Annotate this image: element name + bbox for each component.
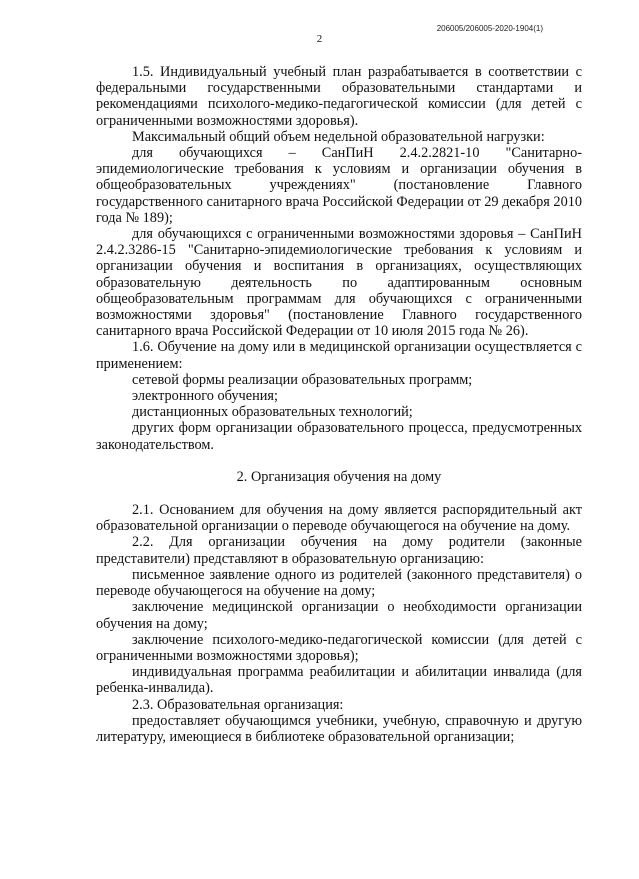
- list-item: сетевой формы реализации образовательных программ;: [132, 371, 473, 388]
- paragraph: 2.1. Основанием для обучения на дому является распорядительный акт образовательной организации о переводе обучающегося на обучение на дому.: [96, 502, 582, 535]
- list-item: дистанционных образовательных технологий;: [132, 404, 413, 421]
- paragraph: для обучающихся – СанПиН 2.4.2.2821-10 "Санитарно-эпидемиологические требования к условиям и организации обучения в общеобразовательных учреждениях" (постановление Главного государственного санитарного врача Российской Федерации от 29 декабря 2010 года № 189);: [96, 145, 583, 226]
- list-item: заключение медицинской организации о необходимости организации обучения на дому;: [96, 599, 582, 632]
- list-item: заключение психолого-медико-педагогической комиссии (для детей с ограниченными возможностями здоровья);: [96, 631, 582, 664]
- list-item: предоставляет обучающимся учебники, учебную, справочную и другую литературу, имеющиеся в библиотеке образовательной организации;: [96, 712, 582, 745]
- section-heading: 2. Организация обучения на дому: [236, 468, 442, 485]
- paragraph: Максимальный общий объем недельной образовательной нагрузки:: [132, 128, 545, 145]
- list-item: индивидуальная программа реабилитации и абилитации инвалида (для ребенка-инвалида).: [96, 664, 582, 697]
- paragraph: 2.3. Образовательная организация:: [132, 696, 344, 713]
- list-item: других форм организации образовательного процесса, предусмотренных законодательством.: [96, 420, 582, 453]
- paragraph: для обучающихся с ограниченными возможностями здоровья – СанПиН 2.4.2.3286-15 "Санитарно-эпидемиологические требования к условиям и организации обучения и воспитания в организациях, осуществляющих образовательную деятельность по адаптированным основным общеобразовательным программам для обучающихся с ограниченными возможностями здоровья" (постановление Главного государственного санитарного врача Российской Федерации от 10 июля 2015 года № 26).: [96, 226, 582, 340]
- document-body: [96, 64, 582, 745]
- list-item: электронного обучения;: [132, 388, 278, 405]
- paragraph: 1.5. Индивидуальный учебный план разрабатывается в соответствии с федеральными государственными образовательными стандартами и рекомендациями психолого-медико-педагогической комиссии (для детей с ограниченными возможностями здоровья).: [96, 64, 582, 129]
- paragraph: 1.6. Обучение на дому или в медицинской организации осуществляется с применением:: [96, 339, 582, 372]
- list-item: письменное заявление одного из родителей (законного представителя) о переводе обучающегося на обучение на дому;: [96, 566, 582, 600]
- page-number: 2: [316, 33, 323, 45]
- document-code: 206005/206005-2020-1904(1): [436, 24, 543, 33]
- paragraph: 2.2. Для организации обучения на дому родители (законные представители) представляют в образовательную организацию:: [96, 534, 582, 567]
